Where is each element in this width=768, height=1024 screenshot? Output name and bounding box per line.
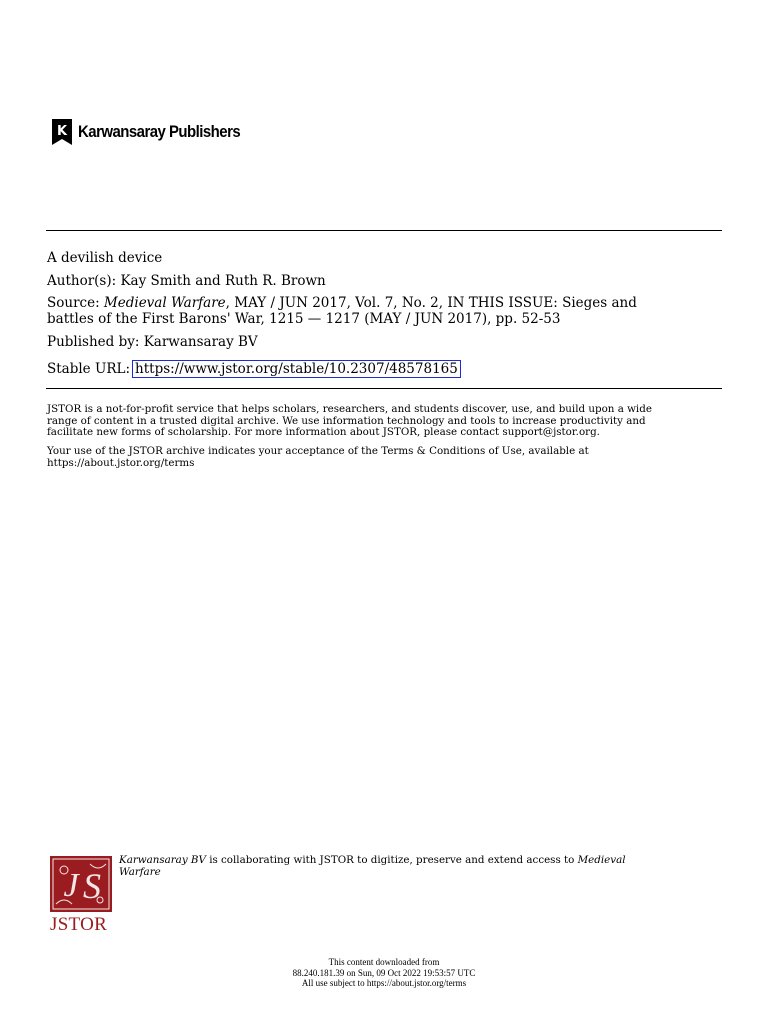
source-label: Source: [47, 295, 100, 311]
jstor-seal-icon [50, 856, 112, 912]
top-divider [46, 230, 722, 231]
footer-line-2: 88.240.181.39 on Sun, 09 Oct 2022 19:53:57 UTC [292, 967, 476, 978]
collaboration-journal: Medieval [577, 854, 626, 866]
source-details: , MAY / JUN 2017, Vol. 7, No. 2, IN THIS ISSUE: Sieges and [225, 295, 637, 311]
stable-url-row [47, 361, 461, 377]
source-journal: Medieval Warfare [103, 295, 226, 311]
collaboration-text: is collaborating with JSTOR to digitize, preserve and extend access to [205, 854, 578, 866]
collaboration-note [119, 855, 719, 878]
footer-line-3: All use subject to https://about.jstor.org/terms [301, 978, 467, 988]
article-authors [47, 273, 326, 289]
article-publisher [47, 334, 258, 350]
collaboration-line-1 [119, 855, 719, 867]
jstor-wordmark: JSTOR [50, 914, 108, 935]
jstor-logo [50, 856, 114, 936]
svg-text:J: J [63, 867, 79, 904]
collaboration-publisher: Karwansaray BV [119, 854, 206, 866]
stable-url-label: Stable URL: [47, 361, 131, 377]
publisher-logo-mark-icon [52, 119, 72, 145]
collaboration-line-2 [119, 867, 719, 879]
published-value: Karwansaray BV [143, 334, 258, 350]
publisher-logo-letter: K [56, 124, 68, 139]
authors-value: Kay Smith and Ruth R. Brown [120, 273, 326, 289]
article-title: A devilish device [47, 250, 163, 266]
svg-text:S: S [83, 866, 101, 906]
footer-line-1: This content downloaded from [328, 957, 440, 967]
stable-url-link[interactable]: https://www.jstor.org/stable/10.2307/48578165 [132, 360, 461, 378]
jstor-description-line: facilitate new forms of scholarship. For more information about JSTOR, please contact support@jstor.org. [47, 426, 600, 438]
publisher-logo-name: Karwansaray Publishers [78, 122, 241, 141]
middle-divider [46, 388, 722, 389]
jstor-description [47, 404, 727, 439]
terms-of-use [47, 446, 727, 469]
jstor-description-line: JSTOR is a not-for-profit service that helps scholars, researchers, and students discover, use, and build upon a wide [47, 403, 652, 415]
authors-label: Author(s): [47, 273, 117, 289]
download-footer [0, 957, 768, 989]
collaboration-journal-cont: Warfare [119, 865, 161, 878]
source-line-2: battles of the First Barons' War, 1215 — 1217 (MAY / JUN 2017), pp. 52-53 [47, 311, 561, 327]
publisher-logo [52, 118, 262, 146]
article-source [47, 295, 637, 327]
published-label: Published by: [47, 334, 140, 350]
source-line-1 [47, 295, 637, 311]
terms-of-use-link[interactable]: https://about.jstor.org/terms [47, 456, 195, 469]
terms-of-use-line: Your use of the JSTOR archive indicates your acceptance of the Terms & Conditions of Use, available at [47, 445, 589, 457]
jstor-description-line: range of content in a trusted digital archive. We use information technology and tools to increase productivity and [47, 414, 646, 427]
